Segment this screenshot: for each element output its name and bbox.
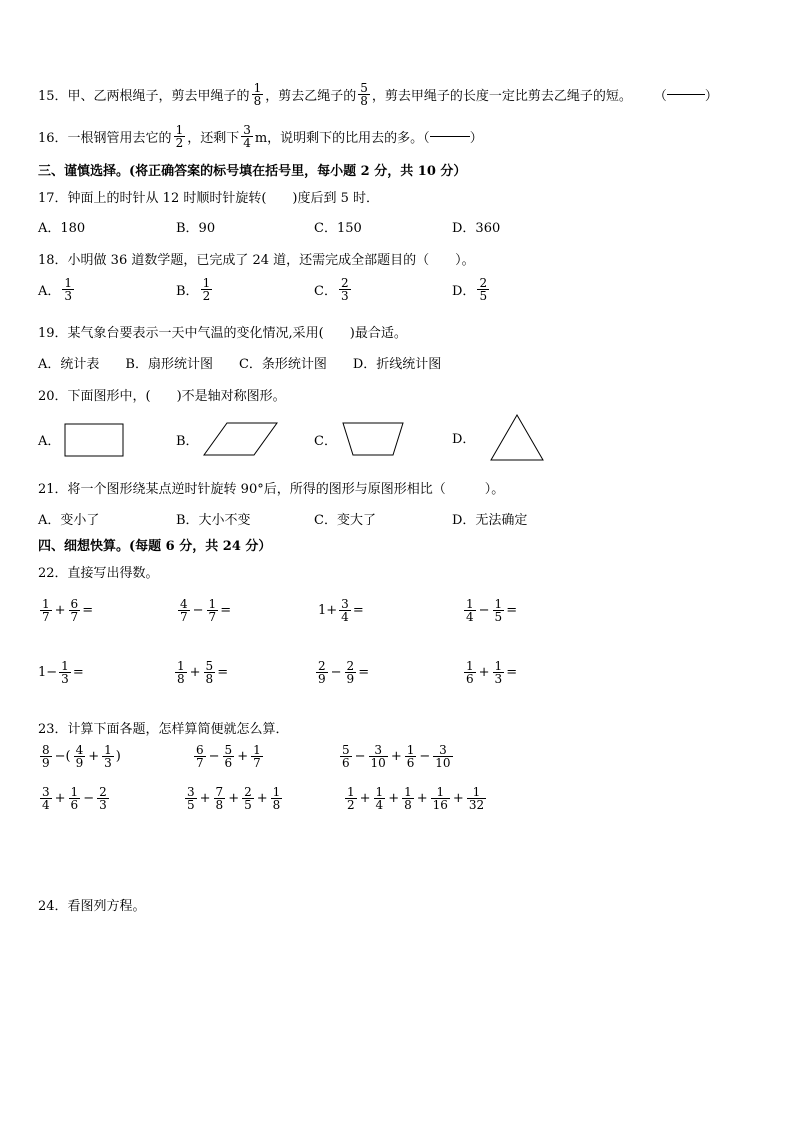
question-20: 20．下面图形中，( )不是轴对称图形。	[38, 389, 286, 404]
expression-1: $\frac{1}{7}$ + $\frac{6}{7}$ =	[42, 597, 94, 624]
section-3-heading: 三、谨慎选择。(将正确答案的标号填在括号里，每小题 2 分，共 10 分）	[38, 164, 467, 179]
option-c[interactable]: C．	[314, 421, 407, 457]
option-a[interactable]: A． $\frac{1}{3}$	[38, 276, 73, 303]
option-a[interactable]: A．180	[38, 221, 86, 236]
question-text: ，剪去甲绳子的长度一定比剪去乙绳子的短。	[371, 89, 632, 104]
option-c[interactable]: C． $\frac{2}{3}$	[314, 276, 349, 303]
question-text: 一根钢管用去它的	[67, 131, 172, 146]
expression-23-3: $\frac{5}{6}$ − $\frac{3}{10}$ + $\frac{1}{6}$ − $\frac{3}{10}$	[342, 743, 451, 770]
option-b[interactable]: B．大小不变	[176, 513, 251, 528]
option-b[interactable]: B．90	[176, 221, 216, 236]
expression-23-1: $\frac{8}{9}$ −( $\frac{4}{9}$ + $\frac{1}{3}$ )	[42, 743, 121, 770]
option-d[interactable]: D．无法确定	[452, 513, 528, 528]
question-19-options[interactable]: A．统计表 B．扇形统计图 C．条形统计图 D．折线统计图	[38, 357, 442, 372]
question-16: 16． 一根钢管用去它的 $\frac{1}{2}$ ，还剩下 $\frac{3}{4}$ m，说明剩下的比用去的多。（ ）	[38, 123, 483, 150]
option-b[interactable]: B．	[176, 421, 279, 457]
rectangle-shape	[60, 421, 124, 457]
fraction: $\frac{2}{3}$	[340, 276, 349, 303]
question-text: ，还剩下	[187, 131, 240, 146]
question-24: 24．看图列方程。	[38, 899, 146, 914]
section-4-heading: 四、细想快算。(每题 6 分，共 24 分）	[38, 539, 272, 554]
question-18: 18．小明做 36 道数学题，已完成了 24 道，还需完成全部题目的（ ）。	[38, 253, 475, 268]
question-19: 19．某气象台要表示一天中气温的变化情况,采用( )最合适。	[38, 326, 407, 341]
triangle-shape	[475, 412, 545, 462]
question-text: 甲、乙两根绳子，剪去甲绳子的	[67, 89, 250, 104]
option-a[interactable]: A．变小了	[38, 513, 100, 528]
expression-4: $\frac{1}{4}$ − $\frac{1}{5}$ =	[466, 597, 518, 624]
fraction: $\frac{1}{3}$	[64, 276, 73, 303]
expression-23-4: $\frac{3}{4}$ + $\frac{1}{6}$ − $\frac{2}{3}$	[42, 785, 107, 812]
question-number: 16．	[38, 131, 68, 146]
question-21: 21．将一个图形绕某点逆时针旋转 90°后，所得的图形与原图形相比（ ）。	[38, 482, 505, 497]
answer-blank[interactable]	[667, 94, 705, 95]
question-15: 15． 甲、乙两根绳子，剪去甲绳子的 $\frac{1}{8}$ ，剪去乙绳子的 $\frac{5}{8}$ ，剪去甲绳子的长度一定比剪去乙绳子的短。 （ ）	[38, 81, 718, 108]
question-23: 23．计算下面各题，怎样算简便就怎么算．	[38, 722, 289, 737]
option-c[interactable]: C．150	[314, 221, 362, 236]
expression-23-6: $\frac{1}{2}$ + $\frac{1}{4}$ + $\frac{1}{8}$ + $\frac{1}{16}$ + $\frac{1}{32}$	[347, 785, 485, 812]
option-d[interactable]: D．	[452, 412, 545, 462]
expression-8: $\frac{1}{6}$ + $\frac{1}{3}$ =	[466, 659, 518, 686]
option-b[interactable]: B． $\frac{1}{2}$	[176, 276, 211, 303]
option-c[interactable]: C．变大了	[314, 513, 376, 528]
fraction: $\frac{2}{5}$	[479, 276, 488, 303]
option-d[interactable]: D． $\frac{2}{5}$	[452, 276, 488, 303]
question-number: 15．	[38, 89, 68, 104]
option-a[interactable]: A．	[38, 421, 124, 457]
fraction: $\frac{1}{8}$	[253, 81, 262, 108]
question-text: ，剪去乙绳子的	[265, 89, 357, 104]
answer-blank[interactable]	[430, 136, 470, 137]
expression-7: $\frac{2}{9}$ − $\frac{2}{9}$ =	[318, 659, 370, 686]
expression-2: $\frac{4}{7}$ − $\frac{1}{7}$ =	[180, 597, 232, 624]
expression-23-5: $\frac{3}{5}$ + $\frac{7}{8}$ + $\frac{2}{5}$ + $\frac{1}{8}$	[187, 785, 281, 812]
expression-23-2: $\frac{6}{7}$ − $\frac{5}{6}$ + $\frac{1}{7}$	[196, 743, 261, 770]
expression-6: $\frac{1}{8}$ + $\frac{5}{8}$ =	[177, 659, 229, 686]
fraction: $\frac{5}{8}$	[360, 81, 368, 108]
expression-5: 1− $\frac{1}{3}$ =	[38, 659, 84, 686]
option-d[interactable]: D．360	[452, 221, 501, 236]
fraction: $\frac{1}{2}$	[175, 123, 184, 150]
parallelogram-shape	[199, 421, 279, 457]
question-text: m，说明剩下的比用去的多。（	[254, 131, 430, 146]
expression-3: 1+ $\frac{3}{4}$ =	[318, 597, 364, 624]
question-17: 17．钟面上的时针从 12 时顺时针旋转( )度后到 5 时．	[38, 191, 380, 206]
question-22: 22．直接写出得数。	[38, 566, 159, 581]
fraction: $\frac{1}{2}$	[202, 276, 211, 303]
trapezoid-shape	[337, 421, 407, 457]
fraction: $\frac{3}{4}$	[243, 123, 251, 150]
